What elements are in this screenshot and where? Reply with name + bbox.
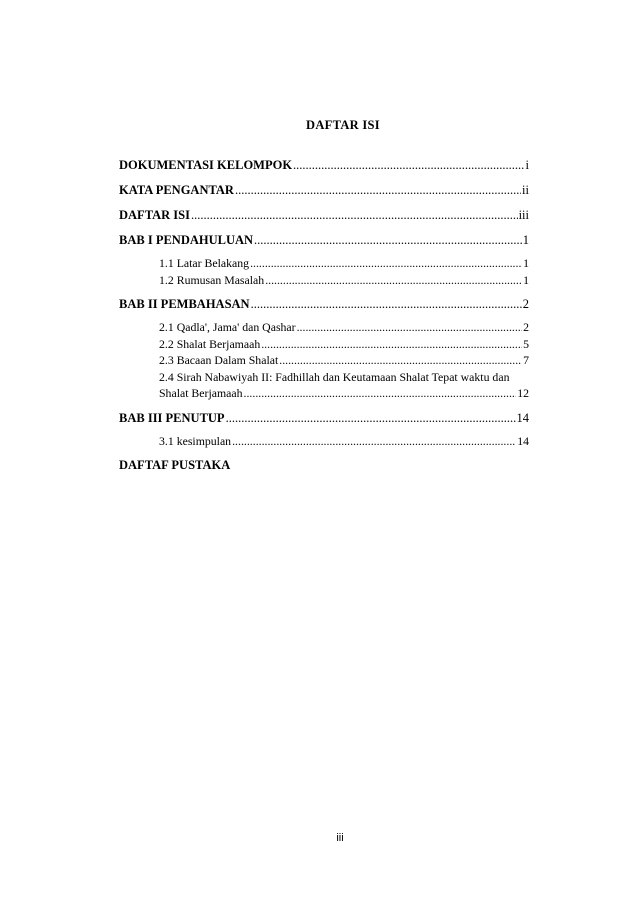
toc-page-number: 2: [523, 320, 529, 334]
page-number: iii: [336, 832, 344, 844]
dot-leader: [279, 353, 522, 368]
toc-subentry[interactable]: [159, 273, 529, 290]
dot-leader: [191, 208, 518, 223]
toc-page-number: 12: [517, 386, 529, 400]
toc-entry-daftar-isi[interactable]: [119, 208, 529, 226]
dot-leader: [261, 337, 522, 352]
dot-leader: [297, 320, 523, 335]
toc-subentry-label: 1.1 Latar Belakang: [159, 256, 250, 270]
dot-leader: [254, 233, 522, 248]
toc-entry-label: DOKUMENTASI KELOMPOK: [119, 158, 293, 172]
toc-subentry-label: 2.2 Shalat Berjamaah: [159, 336, 261, 351]
page-title: DAFTAR ISI: [306, 118, 380, 132]
toc-page-number: 1: [522, 233, 529, 247]
toc-subentry-label: 3.1 kesimpulan: [159, 433, 232, 448]
toc-subentry-label: 2.3 Bacaan Dalam Shalat: [159, 353, 279, 367]
toc-page-number: 1: [523, 272, 529, 287]
toc-entry-label: KATA PENGANTAR: [119, 183, 234, 197]
dot-leader: [244, 386, 517, 401]
dot-leader: [251, 297, 522, 312]
toc-subentry-line2: [159, 386, 529, 403]
toc-subentry[interactable]: [159, 434, 529, 451]
toc-entry-bab-1[interactable]: [119, 233, 529, 251]
toc-subentry[interactable]: [159, 256, 529, 273]
toc-page-number: 2: [522, 297, 529, 311]
toc-page-number: 14: [516, 410, 529, 425]
table-of-contents: [119, 158, 529, 476]
toc-entry-dokumentasi[interactable]: [119, 158, 529, 176]
toc-subsection-group-bab-3: [119, 434, 529, 451]
toc-page-number: iii: [518, 208, 529, 222]
toc-page-number: 5: [523, 336, 529, 351]
toc-page-number: 1: [523, 256, 529, 270]
toc-subentry[interactable]: [159, 337, 529, 354]
toc-subsection-group-bab-2: [119, 320, 529, 403]
toc-subentry[interactable]: [159, 320, 529, 337]
dot-leader: [265, 273, 522, 288]
toc-page-number: i: [525, 158, 529, 172]
toc-subentry-label-line2: Shalat Berjamaah: [159, 386, 243, 400]
toc-entry-label: BAB I PENDAHULUAN: [119, 233, 254, 247]
toc-page-number: ii: [522, 183, 529, 197]
toc-entry-daftar-pustaka[interactable]: DAFTAF PUSTAKA: [119, 458, 231, 472]
toc-entry-label: BAB III PENUTUP: [119, 410, 225, 425]
toc-entry-label: BAB II PEMBAHASAN: [119, 297, 250, 311]
toc-page-number: 14: [517, 433, 529, 448]
dot-leader: [226, 411, 516, 426]
toc-subsection-group-bab-1: [119, 256, 529, 289]
toc-subentry-multiline[interactable]: [159, 370, 529, 403]
toc-subentry[interactable]: [159, 353, 529, 370]
dot-leader: [232, 434, 516, 449]
dot-leader: [293, 158, 524, 173]
dot-leader: [235, 183, 521, 198]
toc-entry-kata-pengantar[interactable]: [119, 183, 529, 201]
toc-entry-bab-2[interactable]: [119, 297, 529, 315]
toc-page-number: 7: [523, 353, 529, 367]
toc-subentry-label: 2.1 Qadla', Jama' dan Qashar: [159, 320, 296, 334]
toc-subentry-label-line1: 2.4 Sirah Nabawiyah II: Fadhillah dan Keutamaan Shalat Tepat waktu dan: [159, 369, 510, 384]
dot-leader: [250, 256, 522, 271]
toc-entry-label: DAFTAR ISI: [119, 208, 190, 222]
toc-entry-bab-3[interactable]: [119, 411, 529, 429]
toc-subentry-label: 1.2 Rumusan Masalah: [159, 272, 265, 287]
